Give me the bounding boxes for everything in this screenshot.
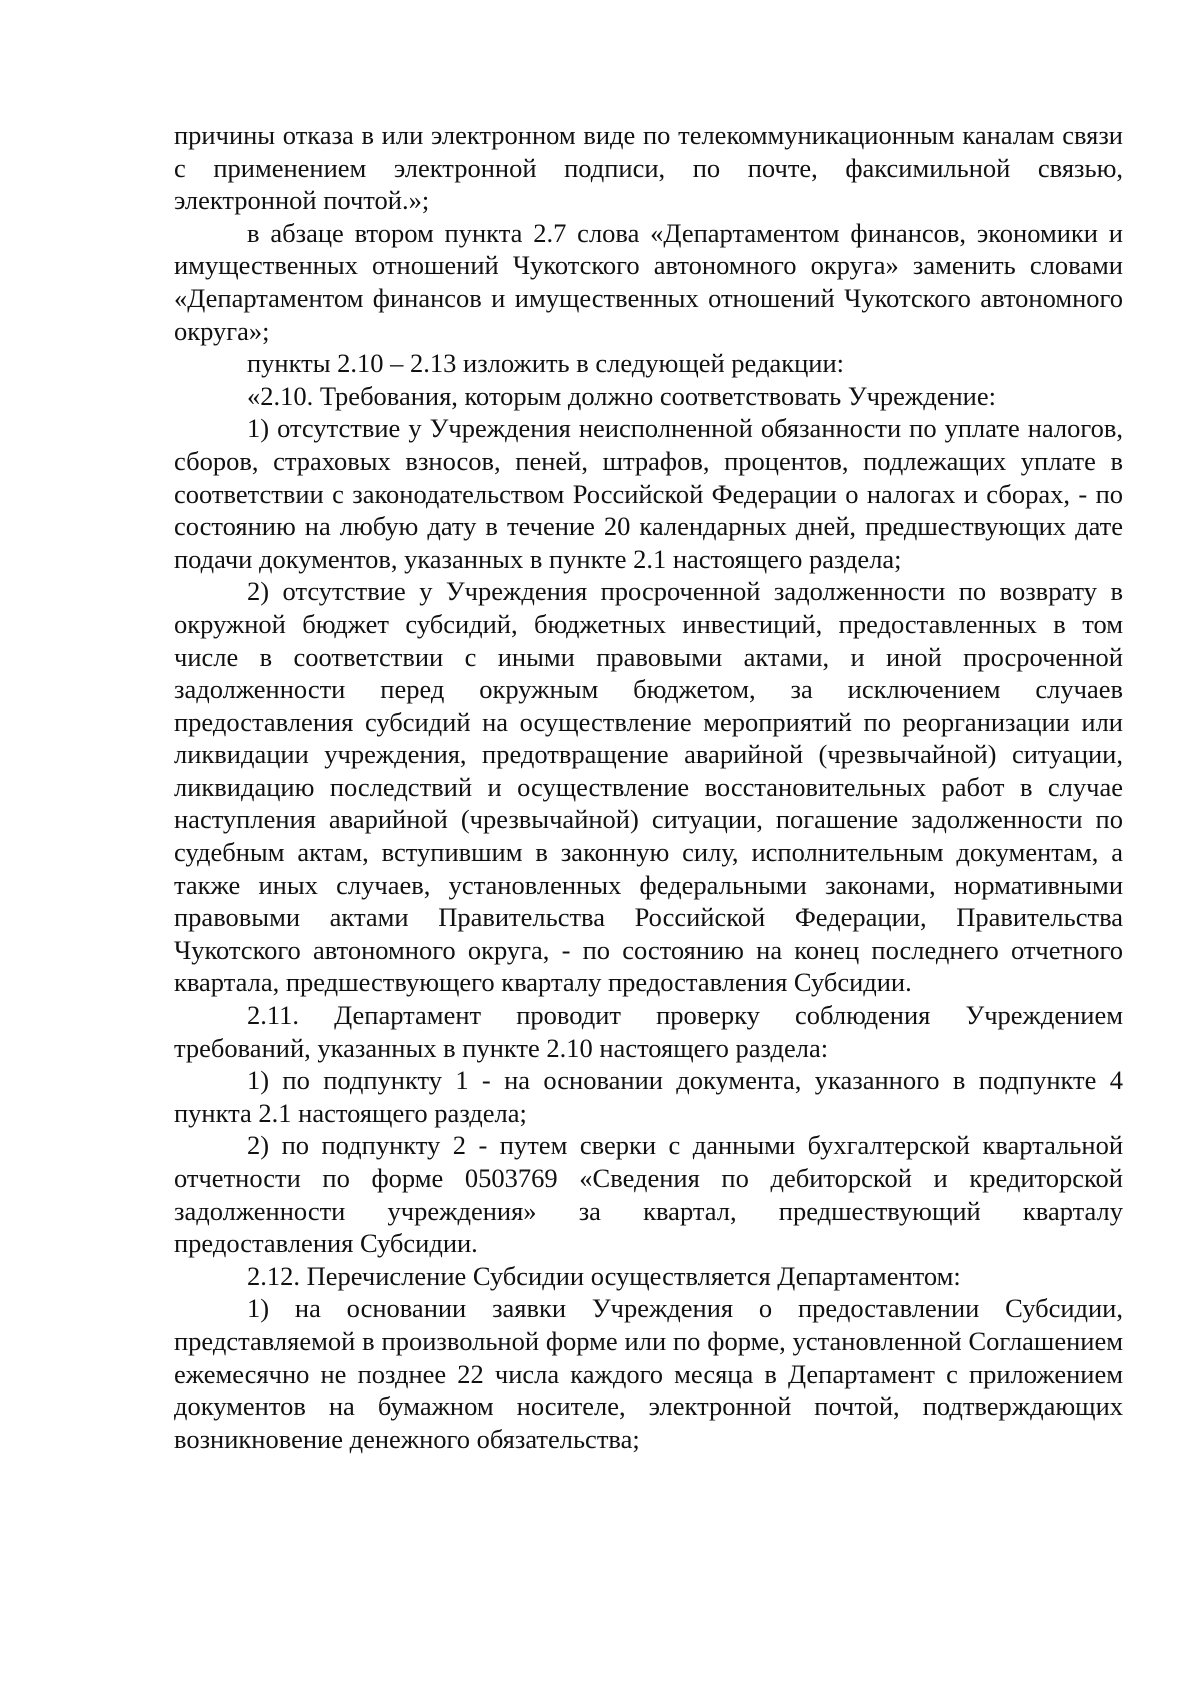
paragraph-7: 2.11. Департамент проводит проверку соблюдения Учреждением требований, указанных в пункте 2.10 настоящего раздела: <box>174 1000 1123 1063</box>
paragraph-6: 2) отсутствие у Учреждения просроченной задолженности по возврату в окружной бюджет субсидий, бюджетных инвестиций, предоставленных в том числе в соответствии с иными правовыми актами, и иной просроченной задолженности перед окружным бюджетом, за исключением случаев предоставления субсидий на осуществление мероприятий по реорганизации или ликвидации учреждения, предотвращение аварийной (чрезвычайной) ситуации, ликвидацию последствий и осуществление восстановительных работ в случае наступления аварийной (чрезвычайной) ситуации, погашение задолженности по судебным актам, вступившим в законную силу, исполнительным документам, а также иных случаев, установленных федеральными законами, нормативными правовыми актами Правительства Российской Федерации, Правительства Чукотского автономного округа, - по состоянию на конец последнего отчетного квартала, предшествующего кварталу предоставления Субсидии. <box>174 576 1123 998</box>
paragraph-11: 1) на основании заявки Учреждения о предоставлении Субсидии, представляемой в произвольной форме или по форме, установленной Соглашением ежемесячно не позднее 22 числа каждого месяца в Департамент с приложением документов на бумажном носителе, электронной почтой, подтверждающих возникновение денежного обязательства; <box>174 1293 1123 1454</box>
paragraph-2: в абзаце втором пункта 2.7 слова «Департаментом финансов, экономики и имущественных отношений Чукотского автономного округа» заменить словами «Департаментом финансов и имущественных отношений Чукотского автономного округа»; <box>174 217 1123 346</box>
paragraph-10: 2.12. Перечисление Субсидии осуществляется Департаментом: <box>247 1260 961 1291</box>
paragraph-5: 1) отсутствие у Учреждения неисполненной обязанности по уплате налогов, сборов, страховых взносов, пеней, штрафов, процентов, подлежащих уплате в соответствии с законодательством Российской Федерации о налогах и сборах, - по состоянию на любую дату в течение 20 календарных дней, предшествующих дате подачи документов, указанных в пункте 2.1 настоящего раздела; <box>174 413 1123 574</box>
paragraph-1: причины отказа в или электронном виде по телекоммуникационным каналам связи с применением электронной подписи, по почте, факсимильной связью, электронной почтой.»; <box>174 120 1123 216</box>
paragraph-3: пункты 2.10 – 2.13 изложить в следующей редакции: <box>247 348 845 379</box>
paragraph-8: 1) по подпункту 1 - на основании документа, указанного в подпункте 4 пункта 2.1 настоящего раздела; <box>174 1065 1123 1128</box>
document-body <box>174 119 1123 1455</box>
paragraph-9: 2) по подпункту 2 - путем сверки с данными бухгалтерской квартальной отчетности по форме 0503769 «Сведения по дебиторской и кредиторской задолженности учреждения» за квартал, предшествующий кварталу предоставления Субсидии. <box>174 1130 1123 1259</box>
paragraph-4: «2.10. Требования, которым должно соответствовать Учреждение: <box>247 380 996 411</box>
